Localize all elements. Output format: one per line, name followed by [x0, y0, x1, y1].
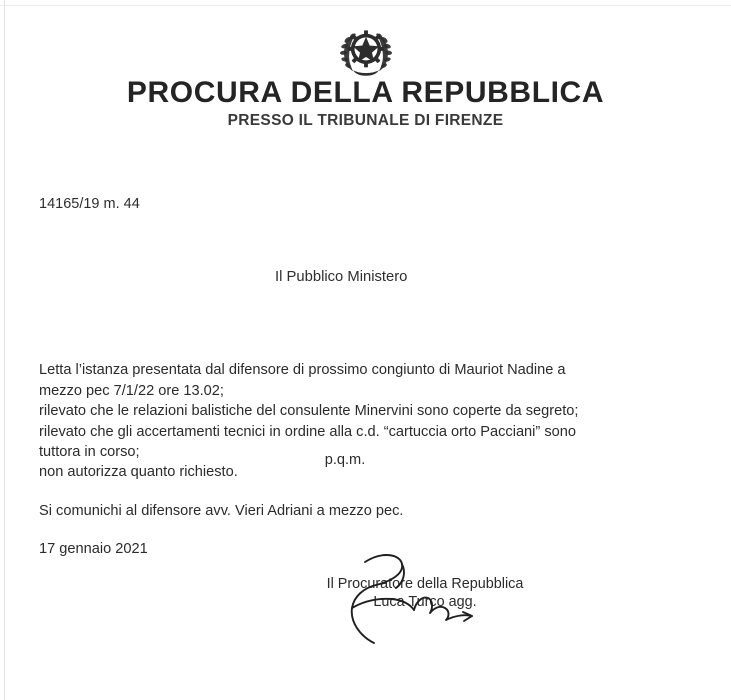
decision-text: non autorizza quanto richiesto. [39, 464, 238, 480]
signature-block [300, 575, 550, 611]
pqm-label: p.q.m. [324, 452, 366, 468]
scan-edge-top [0, 5, 731, 6]
document-date: 17 gennaio 2021 [39, 541, 148, 557]
emblem-container [0, 22, 731, 78]
signature-name: Luca Turco agg. [373, 594, 477, 610]
paragraph-istanza [39, 360, 667, 401]
organization-title: PROCURA DELLA REPUBBLICA [126, 76, 605, 109]
notification-text: Si comunichi al difensore avv. Vieri Adriani a mezzo pec. [39, 503, 404, 519]
signature-role: Il Procuratore della Repubblica [326, 576, 524, 592]
paragraph-rilevato-1 [39, 401, 667, 422]
addressee-heading: Il Pubblico Ministero [275, 269, 408, 285]
reference-number: 14165/19 m. 44 [39, 196, 140, 212]
body-line-2: mezzo pec 7/1/22 ore 13.02; [39, 382, 224, 399]
body-line-1: Letta l’istanza presentata dal difensore di prossimo congiunto di Mauriot Nadine a [39, 362, 566, 378]
organization-subtitle: PRESSO IL TRIBUNALE DI FIRENZE [227, 112, 504, 129]
body-line-5: tuttora in corso; [39, 444, 140, 460]
body-text [39, 360, 667, 463]
body-line-4: rilevato che gli accertamenti tecnici in ordine alla c.d. “cartuccia orto Pacciani” sono [39, 423, 576, 440]
body-line-3: rilevato che le relazioni balistiche del consulente Minervini sono coperte da segreto; [39, 403, 579, 419]
italian-republic-emblem-icon [338, 22, 394, 78]
